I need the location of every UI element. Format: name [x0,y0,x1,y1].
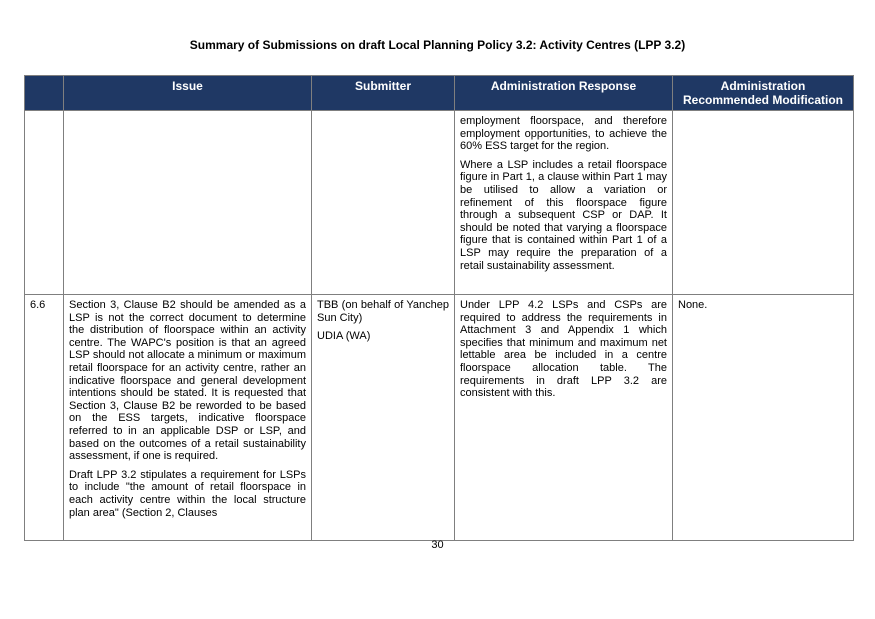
modification-cell: None. [673,295,854,541]
submitter-name: TBB (on behalf of Yanchep Sun City) [317,299,449,324]
table-row [25,111,854,295]
issue-cell [64,295,312,541]
header-administration-response: Administration Response [455,76,673,111]
page-number: 30 [431,539,444,551]
row-number [25,111,64,295]
issue-paragraph: Section 3, Clause B2 should be amended as a LSP is not the correct document to determine the distribution of floorspace within an activity centre. The WAPC's position is that an agreed LSP should not allocate a minimum or maximum retail floorspace for an activity centre, rather an indicative floorspace and general development intentions should be stated. It is requested that Section 3, Clause B2 be reworded to be based on the ESS targets, indicative floorspace referred to in an applicable DSP or LSP, and based on the outcomes of a retail sustainability assessment, if one is required. [69,299,306,463]
table-row [25,295,854,541]
table-header-row [25,76,854,111]
header-number [25,76,64,111]
response-cell [455,295,673,541]
header-recommended-modification: Administration Recommended Modification [673,76,854,111]
row-number: 6.6 [25,295,64,541]
response-paragraph: employment floorspace, and therefore employment opportunities, to achieve the 60% ESS target for the region. [460,115,667,153]
response-cell [455,111,673,295]
issue-paragraph: Draft LPP 3.2 stipulates a requirement for LSPs to include "the amount of retail floorspace in each activity centre within the local structure plan area" (Section 2, Clauses [69,468,306,519]
header-submitter: Submitter [312,76,455,111]
header-issue: Issue [64,76,312,111]
modification-cell [673,111,854,295]
response-paragraph: Under LPP 4.2 LSPs and CSPs are required to address the requirements in Attachment 3 and Appendix 1 which specifies that minimum and maximum net lettable area be included in a centre floorspace allocation table. The requirements in draft LPP 3.2 are consistent with this. [460,299,667,400]
response-paragraph: Where a LSP includes a retail floorspace figure in Part 1, a clause within Part 1 may be utilised to allow a variation or refinement of this floorspace figure through a subsequent CSP or DAP. It should be noted that varying a floorspace figure that is contained within Part 1 of a LSP may require the preparation of a retail sustainability assessment. [460,158,667,272]
document-title: Summary of Submissions on draft Local Planning Policy 3.2: Activity Centres (LPP 3.2) [189,38,686,52]
submitter-cell [312,295,455,541]
submitter-cell [312,111,455,295]
submitter-name: UDIA (WA) [317,330,371,343]
issue-cell [64,111,312,295]
submissions-table [24,75,854,541]
